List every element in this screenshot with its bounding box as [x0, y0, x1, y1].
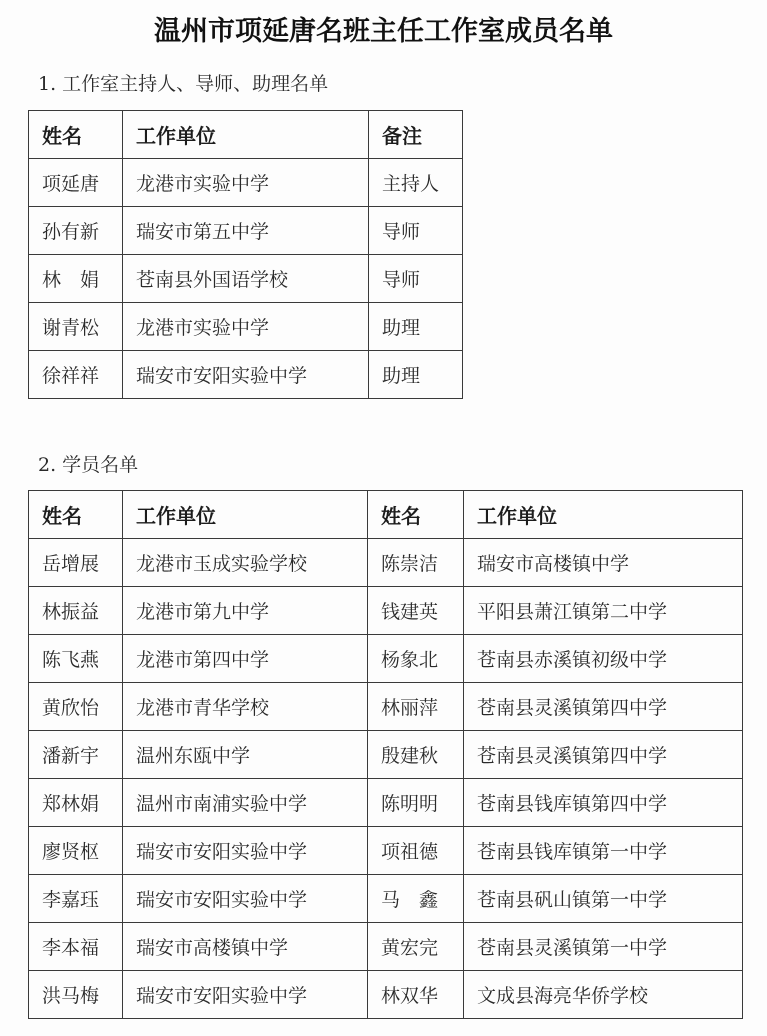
table-row [29, 731, 743, 779]
table-cell: 林 娟 [29, 255, 123, 303]
table-cell: 徐祥祥 [29, 351, 123, 399]
leaders-table-header-row [29, 111, 463, 159]
table-cell: 陈崇洁 [368, 539, 464, 587]
table-cell: 导师 [369, 207, 463, 255]
table-cell: 助理 [369, 351, 463, 399]
table-cell: 苍南县灵溪镇第一中学 [464, 923, 743, 971]
table-cell: 孙有新 [29, 207, 123, 255]
table-cell: 苍南县钱库镇第一中学 [464, 827, 743, 875]
column-header: 工作单位 [464, 491, 743, 539]
table-row [29, 351, 463, 399]
table-row [29, 875, 743, 923]
table-cell: 瑞安市安阳实验中学 [123, 351, 369, 399]
column-header: 工作单位 [123, 111, 369, 159]
column-header: 备注 [369, 111, 463, 159]
table-cell: 助理 [369, 303, 463, 351]
table-cell: 项祖德 [368, 827, 464, 875]
column-header: 姓名 [368, 491, 464, 539]
table-cell: 瑞安市高楼镇中学 [464, 539, 743, 587]
table-cell: 岳增展 [29, 539, 123, 587]
table-cell: 苍南县外国语学校 [123, 255, 369, 303]
column-header: 姓名 [29, 491, 123, 539]
table-cell: 李嘉珏 [29, 875, 123, 923]
table-cell: 龙港市玉成实验学校 [123, 539, 368, 587]
table-cell: 龙港市青华学校 [123, 683, 368, 731]
table-cell: 苍南县赤溪镇初级中学 [464, 635, 743, 683]
table-cell: 苍南县矾山镇第一中学 [464, 875, 743, 923]
table-row [29, 971, 743, 1019]
table-cell: 导师 [369, 255, 463, 303]
column-header: 工作单位 [123, 491, 368, 539]
table-cell: 廖贤枢 [29, 827, 123, 875]
trainees-table-header-row [29, 491, 743, 539]
table-cell: 黄宏完 [368, 923, 464, 971]
table-row [29, 159, 463, 207]
table-cell: 苍南县钱库镇第四中学 [464, 779, 743, 827]
table-cell: 瑞安市高楼镇中学 [123, 923, 368, 971]
table-cell: 瑞安市安阳实验中学 [123, 971, 368, 1019]
table-row [29, 539, 743, 587]
table-cell: 洪马梅 [29, 971, 123, 1019]
leaders-table-body [29, 159, 463, 399]
table-cell: 温州市南浦实验中学 [123, 779, 368, 827]
section2-heading: 2. 学员名单 [38, 454, 139, 476]
table-cell: 郑林娟 [29, 779, 123, 827]
table-cell: 钱建英 [368, 587, 464, 635]
table-cell: 龙港市第四中学 [123, 635, 368, 683]
table-cell: 苍南县灵溪镇第四中学 [464, 683, 743, 731]
table-cell: 苍南县灵溪镇第四中学 [464, 731, 743, 779]
table-row [29, 635, 743, 683]
table-cell: 李本福 [29, 923, 123, 971]
table-cell: 瑞安市安阳实验中学 [123, 827, 368, 875]
table-cell: 谢青松 [29, 303, 123, 351]
table-cell: 主持人 [369, 159, 463, 207]
table-cell: 项延唐 [29, 159, 123, 207]
section1-heading: 1. 工作室主持人、导师、助理名单 [38, 73, 329, 95]
table-cell: 温州东瓯中学 [123, 731, 368, 779]
table-cell: 瑞安市安阳实验中学 [123, 875, 368, 923]
table-cell: 陈飞燕 [29, 635, 123, 683]
leaders-table [28, 110, 463, 399]
trainees-table [28, 490, 743, 1019]
column-header: 姓名 [29, 111, 123, 159]
table-cell: 林丽萍 [368, 683, 464, 731]
trainees-table-body [29, 539, 743, 1019]
table-cell: 瑞安市第五中学 [123, 207, 369, 255]
document-title: 温州市项延唐名班主任工作室成员名单 [154, 16, 613, 47]
table-cell: 龙港市第九中学 [123, 587, 368, 635]
table-cell: 龙港市实验中学 [123, 159, 369, 207]
table-cell: 黄欣怡 [29, 683, 123, 731]
table-row [29, 587, 743, 635]
table-cell: 龙港市实验中学 [123, 303, 369, 351]
table-cell: 潘新宇 [29, 731, 123, 779]
table-cell: 杨象北 [368, 635, 464, 683]
table-row [29, 683, 743, 731]
table-row [29, 303, 463, 351]
table-cell: 林振益 [29, 587, 123, 635]
table-row [29, 827, 743, 875]
table-row [29, 255, 463, 303]
table-cell: 文成县海亮华侨学校 [464, 971, 743, 1019]
table-row [29, 207, 463, 255]
table-row [29, 779, 743, 827]
table-cell: 林双华 [368, 971, 464, 1019]
table-cell: 平阳县萧江镇第二中学 [464, 587, 743, 635]
table-cell: 殷建秋 [368, 731, 464, 779]
table-row [29, 923, 743, 971]
table-cell: 马 鑫 [368, 875, 464, 923]
table-cell: 陈明明 [368, 779, 464, 827]
